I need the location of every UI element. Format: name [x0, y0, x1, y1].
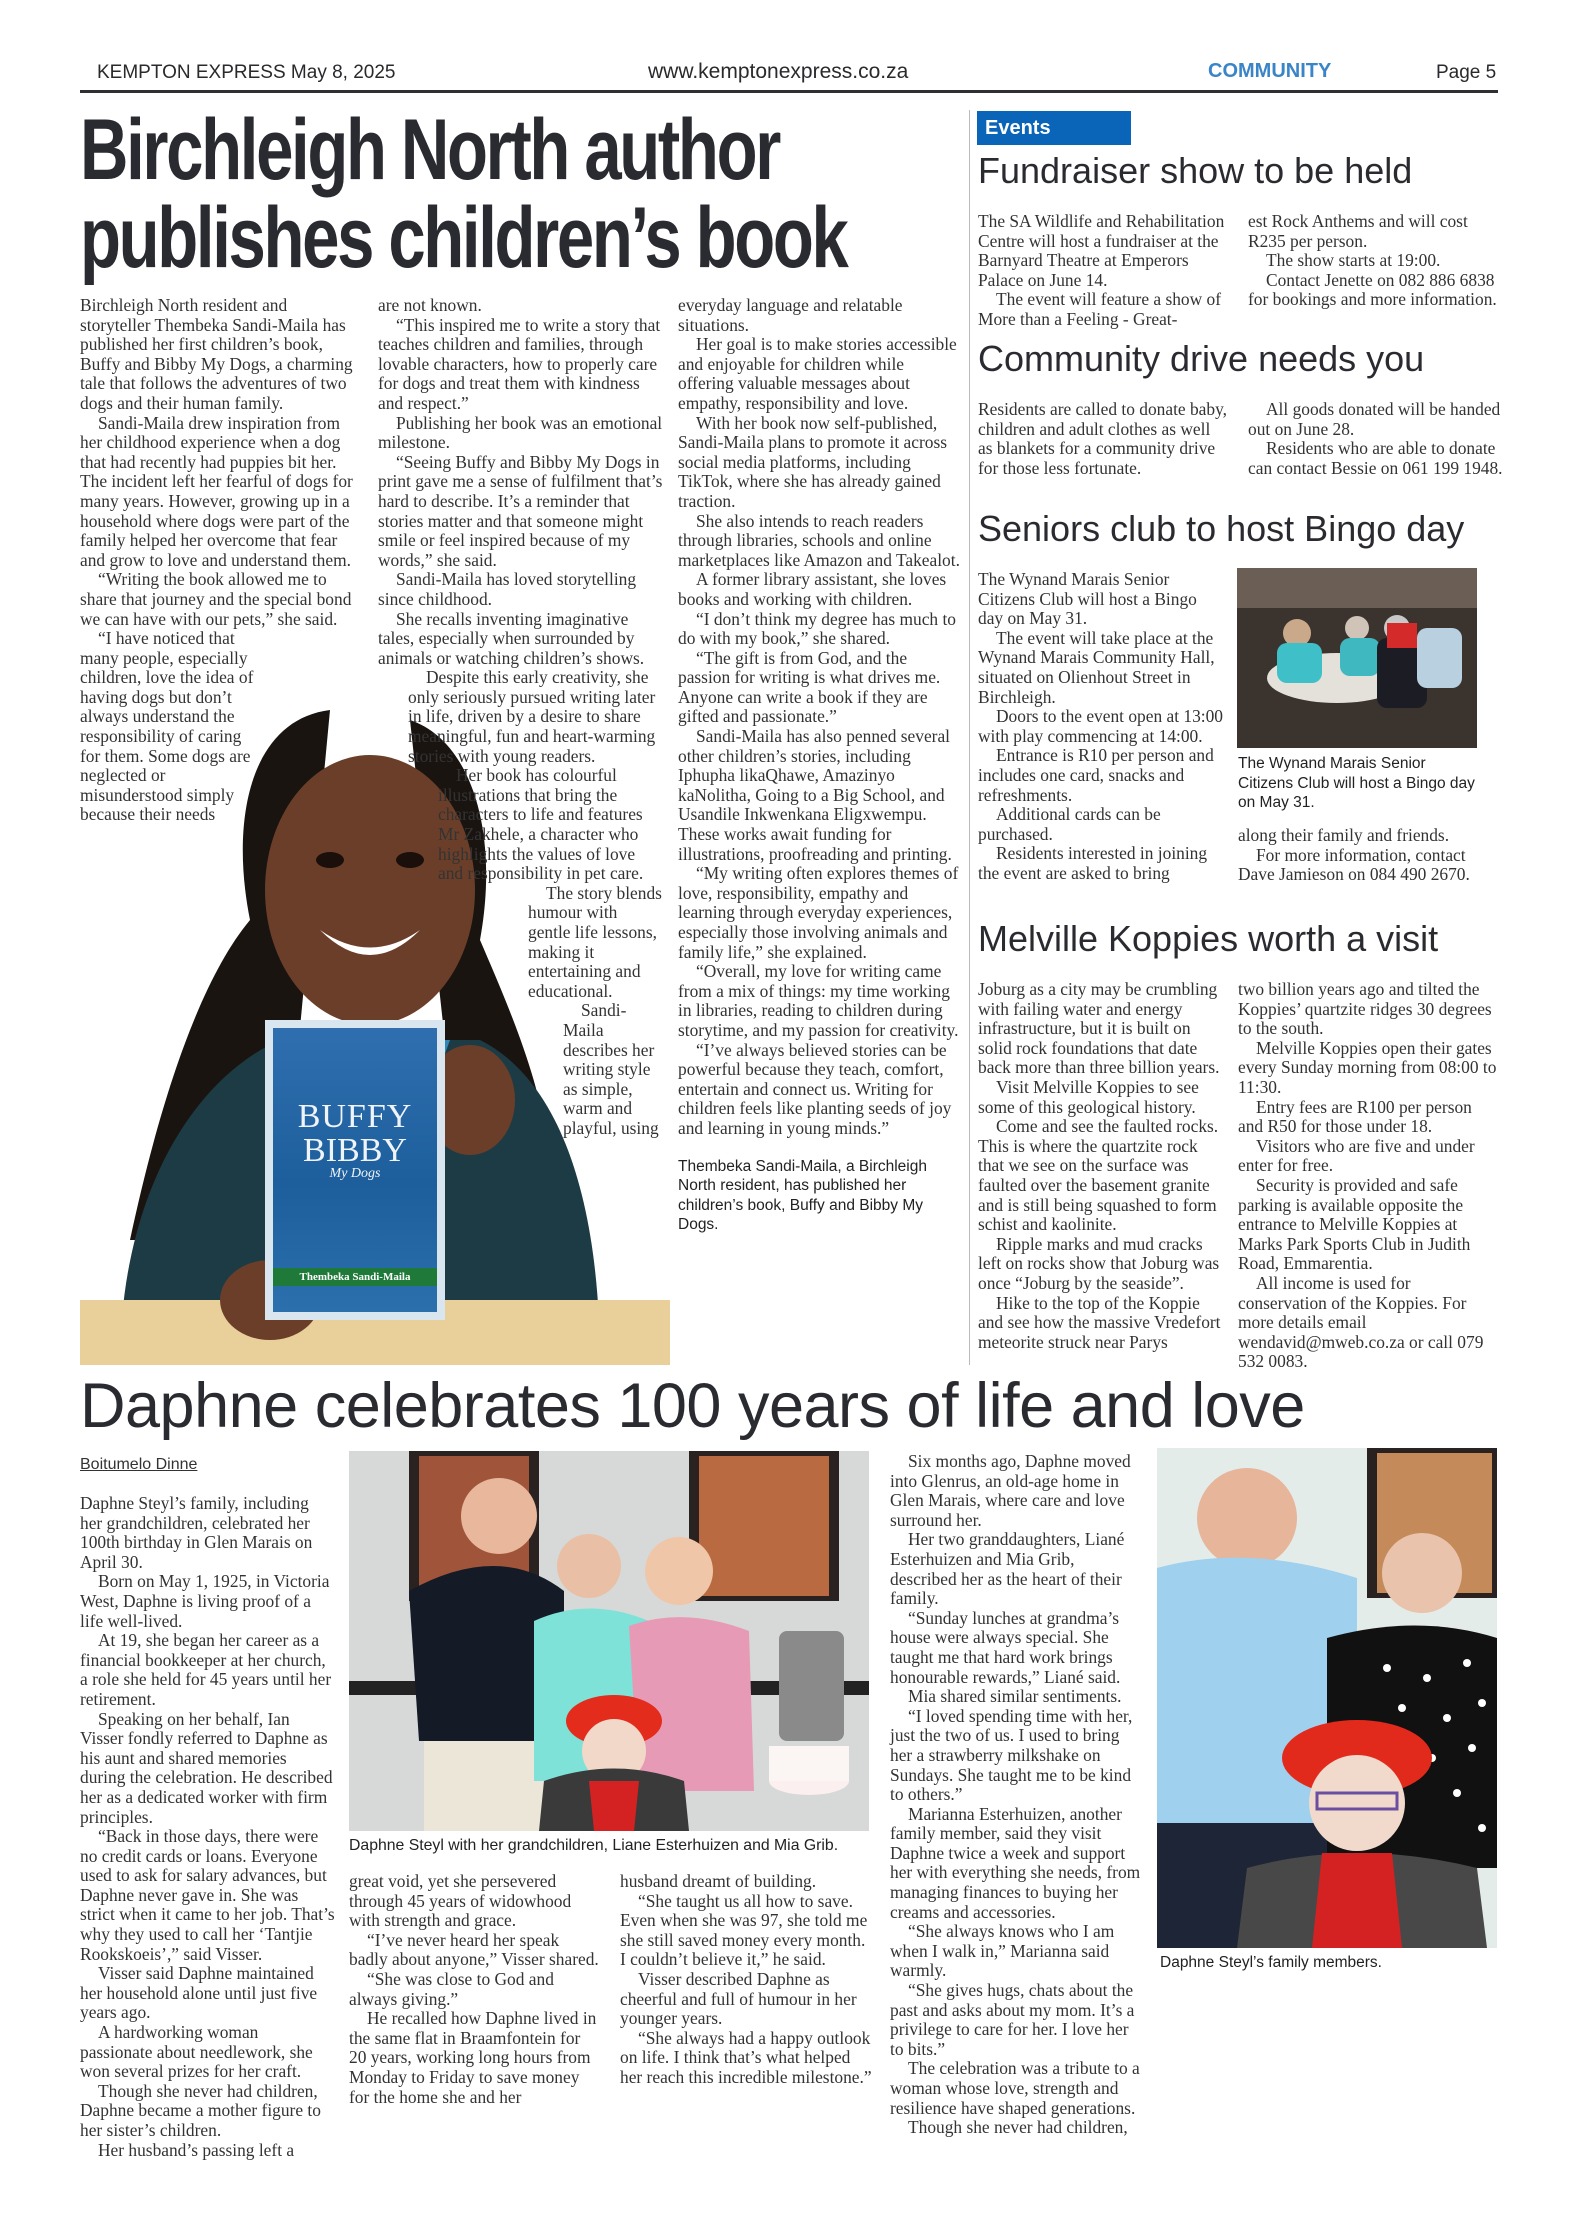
paragraph: Speaking on her behalf, Ian Visser fondly referred to Daphne as his aunt and shared memories during the celebration. He described her as a dedicated worker with firm principles. — [80, 1708, 333, 1827]
event-headline-fundraiser: Fundraiser show to be held — [978, 150, 1413, 191]
daphne-col-3 — [620, 1872, 875, 2088]
section-label: COMMUNITY — [1208, 60, 1332, 82]
paragraph: “She taught us all how to save. Even when she was 97, she told me she still saved money every month. I couldn’t believe it,” he said. — [620, 1890, 868, 1970]
paragraph: Doors to the event open at 13:00 with play commencing at 14:00. — [978, 706, 1223, 746]
daphne-headline: Daphne celebrates 100 years of life and love — [80, 1371, 1305, 1441]
paragraph: The celebration was a tribute to a woman whose love, strength and resilience have shaped generations. — [890, 2058, 1140, 2118]
family-members-image — [1157, 1448, 1497, 1948]
paragraph: Sandi-Maila drew inspiration from her childhood experience when a dog that had recently had puppies bit her. The incident left her fearful of dogs for many years. However, growing up in a household where dogs were part of the family helped her overcome that fear and grow to love and understand them. — [80, 412, 353, 570]
author-photo-caption: Thembeka Sandi-Maila, a Birchleigh North resident, has published her children’s book, Buffy and Bibby My Dogs. — [678, 1157, 927, 1234]
author-article-col-1 — [80, 296, 360, 825]
book-title-top: BUFFY — [297, 1098, 413, 1135]
paragraph: Visitors who are five and under enter for free. — [1238, 1135, 1475, 1176]
headline-line-2: publishes children’s book — [80, 190, 847, 286]
paragraph: are not known. — [378, 295, 482, 315]
paragraph: along their family and friends. — [1238, 825, 1450, 845]
event-koppies-col-2 — [1238, 980, 1500, 1372]
paragraph: With her book now self-published, Sandi-Maila plans to promote it across social media platforms, including TikTok, where she has already gained traction. — [678, 412, 948, 511]
paragraph: “I’ve never heard her speak badly about anyone,” Visser shared. — [349, 1929, 599, 1970]
paragraph: “She always knows who I am when I walk in,” Marianna said warmly. — [890, 1921, 1115, 1981]
bingo-hall-image — [1237, 568, 1477, 748]
paragraph: Sandi-Maila has also penned several other children’s stories, including Iphupha likaQhawe, Amazinyo kaNolitha, Going to a Big School, and Usandile Inkwenkana Eligxwempu. These works await funding for illustrations, proofreading and printing. — [678, 726, 952, 864]
paragraph: Though she never had children, Daphne became a mother figure to her sister’s children. — [80, 2080, 321, 2140]
author-article-col-3 — [678, 296, 963, 1235]
byline[interactable]: Boitumelo Dinne — [80, 1456, 198, 1473]
family-photo-caption: Daphne Steyl’s family members. — [1160, 1954, 1382, 1971]
paragraph: Daphne Steyl’s family, including her grandchildren, celebrated her 100th birthday in Glen Marais on April 30. — [80, 1493, 313, 1572]
event-headline-melville-koppies: Melville Koppies worth a visit — [978, 918, 1439, 959]
paragraph: Residents who are able to donate can contact Bessie on 061 199 1948. — [1248, 438, 1503, 478]
daphne-grandchildren-photo — [349, 1451, 869, 1831]
paragraph: Visser described Daphne as cheerful and full of humour in her younger years. — [620, 1968, 857, 2029]
paragraph: Sandi-Maila has loved storytelling since childhood. — [378, 569, 637, 609]
paragraph: Her goal is to make stories accessible and enjoyable for children while offering valuable messages about empathy, responsibility and love. — [678, 334, 957, 413]
paragraph: Entry fees are R100 per person and R50 for those under 18. — [1238, 1096, 1472, 1137]
paragraph: He recalled how Daphne lived in the same flat in Braamfontein for 20 years, working long hours from Monday to Friday to save money for the home she and her — [349, 2008, 597, 2107]
column-divider — [969, 110, 970, 1365]
paragraph: Additional cards can be purchased. — [978, 804, 1161, 844]
family-photo-image — [349, 1451, 869, 1831]
paragraph: Residents interested in joining the event are asked to bring — [978, 843, 1208, 883]
book-author: Thembeka Sandi-Maila — [273, 1268, 437, 1286]
book-subtitle: My Dogs — [329, 1166, 381, 1181]
paragraph: The Wynand Marais Senior Citizens Club will host a Bingo day on May 31. — [978, 569, 1197, 629]
daphne-col-4 — [890, 1452, 1145, 2138]
paragraph: For more information, contact Dave Jamieson on 084 490 2670. — [1238, 844, 1470, 885]
paragraph: “Sunday lunches at grandma’s house were always special. She taught me that hard work brings honourable rewards,” Liané said. — [890, 1607, 1121, 1687]
paragraph: All income is used for conservation of the Koppies. For more details email wendavid@mweb.co.za or call 079 532 0083. — [1238, 1272, 1484, 1372]
paragraph: Entrance is R10 per person and includes one card, snacks and refreshments. — [978, 745, 1214, 805]
publication-date: KEMPTON EXPRESS May 8, 2025 — [97, 62, 396, 83]
paragraph: Her husband’s passing left a — [98, 2139, 295, 2160]
headline-line-1: Birchleigh North author — [80, 102, 779, 198]
paragraph: Sandi-Maila describes her writing style as simple, warm and playful, using — [563, 1000, 659, 1138]
paragraph: Security is provided and safe parking is available opposite the entrance to Melville Koppies at Marks Park Sports Club in Judith Road, Emmarentia. — [1238, 1174, 1471, 1274]
paragraph: At 19, she began her career as a financial bookkeeper at her church, a role she held for 45 years until her retirement. — [80, 1630, 332, 1709]
event-bingo-col-1 — [978, 570, 1223, 884]
paragraph: “This inspired me to write a story that teaches children and families, through lovable characters, how to properly care for dogs and treat them with kindness and respect.” — [378, 314, 661, 413]
daphne-col-1 — [80, 1494, 335, 2160]
paragraph: “I loved spending time with her, just the two of us. I used to bring her a strawberry milkshake on Sundays. She taught me to be kind to others.” — [890, 1705, 1133, 1805]
paragraph: All goods donated will be handed out on June 28. — [1248, 399, 1501, 439]
event-drive-col-1 — [978, 400, 1228, 478]
paragraph: Contact Jenette on 082 886 6838 for bookings and more information. — [1248, 269, 1497, 310]
paragraph: Joburg as a city may be crumbling with failing water and energy infrastructure, but it is built on solid rock foundations that date back more than three billion years. — [978, 979, 1220, 1078]
book-title-bottom: BIBBY — [303, 1132, 407, 1169]
header-rule — [80, 90, 1498, 93]
events-tag: Events — [977, 111, 1131, 145]
daphne-family-photo — [1157, 1448, 1497, 1948]
paragraph: Publishing her book was an emotional milestone. — [378, 412, 663, 453]
paragraph: She also intends to reach readers through libraries, schools and online marketplaces like Amazon and Takealot. — [678, 510, 960, 570]
paragraph: “I don’t think my degree has much to do with my book,” she shared. — [678, 608, 956, 649]
bingo-photo-caption: The Wynand Marais Senior Citizens Club will host a Bingo day on May 31. — [1238, 755, 1475, 812]
paragraph: Her book has colourful illustrations that bring the characters to life and features Mr Zakhele, a character who highlights the values of love and responsibility in pet care. — [438, 765, 644, 884]
paragraph: The event will take place at the Wynand Marais Community Hall, situated on Olienhout Street in Birchleigh. — [978, 627, 1215, 707]
paragraph: Melville Koppies open their gates every Sunday morning from 08:00 to 11:30. — [1238, 1037, 1497, 1097]
paragraph: Despite this early creativity, she only seriously pursued writing later in life, driven by a desire to share meaningful, fun and heart-warming stories with young readers. — [408, 667, 656, 766]
event-fundraiser-col-2 — [1248, 212, 1503, 310]
paragraph: “I’ve always believed stories can be powerful because they teach, comfort, entertain and connect us. Writing for children feels like planting seeds of joy and learning in young minds.” — [678, 1039, 952, 1138]
paragraph: “I have noticed that many people, especially children, love the idea of having dogs but don’t always understand the responsibility of caring for them. Some dogs are neglected or misunderstood simply because their needs — [80, 628, 254, 825]
paragraph: husband dreamt of building. — [620, 1871, 817, 1891]
paragraph: Her two granddaughters, Liané Esterhuizen and Mia Grib, described her as the heart of their family. — [890, 1529, 1125, 1609]
paragraph: “She always had a happy outlook on life. I think that’s what helped her reach this incredible milestone.” — [620, 2027, 872, 2087]
bingo-photo — [1237, 568, 1477, 748]
paragraph: “Writing the book allowed me to share that journey and the special bond we can have with our pets,” she said. — [80, 569, 352, 629]
event-koppies-col-1 — [978, 980, 1228, 1352]
paragraph: “Seeing Buffy and Bibby My Dogs in print gave me a sense of fulfilment that’s hard to describe. It’s a reminder that stories matter and that someone might smile or feel inspired because of my words,” she said. — [378, 451, 663, 570]
paragraph: “Back in those days, there were no credit cards or loans. Everyone used to ask for salary advances, but Daphne never gave in. She was strict when it came to her job. That’s why they used to call her ‘Tantjie Rookskoeis’,” said Visser. — [80, 1826, 335, 1964]
paragraph: Six months ago, Daphne moved into Glenrus, an old-age home in Glen Marais, where care and love surround her. — [890, 1451, 1131, 1530]
event-drive-col-2 — [1248, 400, 1503, 478]
paragraph: The event will feature a show of More than a Feeling - Great- — [978, 289, 1222, 329]
paragraph: Born on May 1, 1925, in Victoria West, Daphne is living proof of a life well-lived. — [80, 1571, 330, 1631]
paragraph: Hike to the top of the Koppie and see how the massive Vredefort meteorite struck near Parys — [978, 1292, 1221, 1352]
paragraph: A former library assistant, she loves books and working with children. — [678, 569, 947, 609]
event-fundraiser-col-1 — [978, 212, 1228, 330]
paragraph: She recalls inventing imaginative tales, especially when surrounded by animals or watching children’s shows. — [378, 608, 645, 668]
paragraph: Birchleigh North resident and storyteller Thembeka Sandi-Maila has published her first children’s book, Buffy and Bibby My Dogs, a charming tale that follows the adventures of two dogs and their human family. — [80, 295, 353, 413]
paragraph: Visit Melville Koppies to see some of this geological history. — [978, 1076, 1199, 1117]
paragraph: “Overall, my love for writing came from a mix of things: my time working in libraries, reading to children during storytime, and my passion for creativity. — [678, 961, 959, 1040]
website-link[interactable]: www.kemptonexpress.co.za — [648, 60, 909, 83]
paragraph: est Rock Anthems and will cost R235 per person. — [1248, 211, 1468, 251]
paragraph: “She was close to God and always giving.” — [349, 1968, 554, 2009]
grandchildren-photo-caption: Daphne Steyl with her grandchildren, Liane Esterhuizen and Mia Grib. — [349, 1837, 839, 1854]
paragraph: The show starts at 19:00. — [1266, 250, 1441, 271]
paragraph: Marianna Esterhuizen, another family member, said they visit Daphne twice a week and support her with everything she needs, from managing finances to buying her creams and accessories. — [890, 1803, 1141, 1922]
paragraph: “My writing often explores themes of love, responsibility, empathy and learning through everyday experiences, especially those involving animals and family life,” she explained. — [678, 863, 959, 962]
paragraph: The story blends humour with gentle life lessons, making it entertaining and educational. — [528, 882, 662, 1001]
event-headline-bingo: Seniors club to host Bingo day — [978, 508, 1465, 549]
page-number: Page 5 — [1436, 62, 1497, 83]
event-bingo-col-2 — [1238, 826, 1493, 885]
paragraph: two billion years ago and tilted the Koppies’ quartzite ridges 30 degrees to the south. — [1238, 979, 1492, 1039]
paragraph: Come and see the faulted rocks. This is where the quartzite rock that we see on the surface was faulted over the basement granite and is still being squashed to form schist and kaolinite. — [978, 1116, 1219, 1235]
paragraph: Residents are called to donate baby, children and adult clothes as well as blankets for a community drive for those less fortunate. — [978, 399, 1228, 478]
author-article-col-2 — [378, 296, 663, 1139]
paragraph: The SA Wildlife and Rehabilitation Centre will host a fundraiser at the Barnyard Theatre at Emperors Palace on June 14. — [978, 211, 1225, 290]
paragraph: everyday language and relatable situations. — [678, 295, 903, 335]
paragraph: Mia shared similar sentiments. — [908, 1686, 1122, 1707]
paragraph: Ripple marks and mud cracks left on rocks show that Joburg was once “Joburg by the seaside”. — [978, 1233, 1220, 1293]
paragraph: A hardworking woman passionate about needlework, she won several prizes for her craft. — [80, 2022, 313, 2082]
paragraph: “The gift is from God, and the passion for writing is what drives me. Anyone can write a book if they are gifted and passionate.” — [678, 647, 941, 727]
paragraph: “She gives hugs, chats about the past and asks about my mom. It’s a privilege to care for her. I love her to bits.” — [890, 1980, 1135, 2059]
paragraph: Though she never had children, — [908, 2117, 1128, 2138]
daphne-col-2 — [349, 1872, 599, 2107]
event-headline-community-drive: Community drive needs you — [978, 338, 1425, 379]
paragraph: Visser said Daphne maintained her household alone until just five years ago. — [80, 1963, 318, 2023]
paragraph: great void, yet she persevered through 45 years of widowhood with strength and grace. — [349, 1871, 572, 1931]
author-headline — [80, 102, 961, 286]
